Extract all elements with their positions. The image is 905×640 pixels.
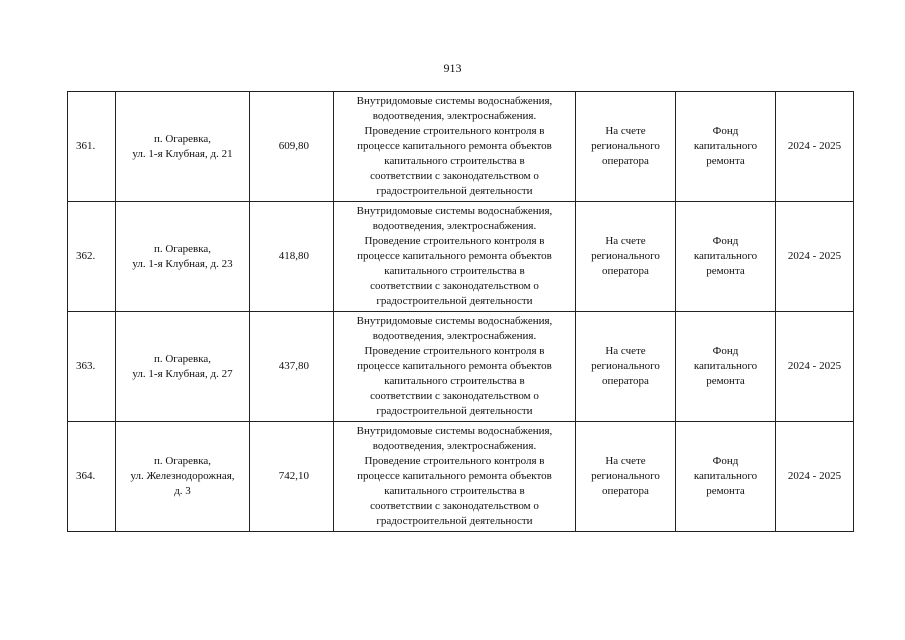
funding-source-line: ремонта xyxy=(706,485,745,497)
area-cell xyxy=(250,92,334,202)
funding-source-line: ремонта xyxy=(706,375,745,387)
work-type-line: градостроительной деятельности xyxy=(376,295,533,307)
work-type-line: водоотведения, электроснабжения. xyxy=(372,220,537,232)
address-line: ул. 1-я Клубная, д. 23 xyxy=(132,257,233,270)
area-value: 609,80 xyxy=(278,140,309,152)
work-type-line: Внутридомовые системы водоснабжения, xyxy=(356,205,553,217)
work-type-line: Внутридомовые системы водоснабжения, xyxy=(356,425,553,437)
period-value: 2024 - 2025 xyxy=(787,360,842,372)
period-cell xyxy=(776,312,854,422)
table-body xyxy=(68,92,854,532)
address-line: ул. 1-я Клубная, д. 27 xyxy=(132,367,233,380)
work-type-line: Проведение строительного контроля в xyxy=(364,125,545,137)
work-type-line: градостроительной деятельности xyxy=(376,185,533,197)
row-number-cell xyxy=(68,202,116,312)
work-type-cell xyxy=(334,92,576,202)
area-value: 742,10 xyxy=(278,470,309,482)
funds-account-line: На счете xyxy=(605,125,646,137)
work-type-line: градостроительной деятельности xyxy=(376,515,533,527)
work-type-line: соответствии с законодательством о xyxy=(370,390,539,402)
area-value: 437,80 xyxy=(278,360,309,372)
work-type-line: Проведение строительного контроля в xyxy=(364,345,545,357)
funds-account-line: регионального xyxy=(591,140,660,152)
address-cell xyxy=(116,312,250,422)
address-line: п. Огаревка, xyxy=(153,132,212,145)
funding-source-line: ремонта xyxy=(706,155,745,167)
repair-program-table xyxy=(67,91,854,532)
row-number-cell xyxy=(68,92,116,202)
funds-account-cell xyxy=(576,92,676,202)
work-type-line: капитального строительства в xyxy=(384,375,525,387)
address-cell xyxy=(116,202,250,312)
work-type-line: процессе капитального ремонта объектов xyxy=(357,250,552,262)
funds-account-cell xyxy=(576,312,676,422)
funding-source-cell xyxy=(676,202,776,312)
row-number-cell xyxy=(68,422,116,532)
funding-source-cell xyxy=(676,92,776,202)
period-value: 2024 - 2025 xyxy=(787,140,842,152)
address-line: ул. 1-я Клубная, д. 21 xyxy=(132,147,233,160)
funding-source-cell xyxy=(676,312,776,422)
work-type-line: капитального строительства в xyxy=(384,265,525,277)
work-type-line: Внутридомовые системы водоснабжения, xyxy=(356,95,553,107)
work-type-line: водоотведения, электроснабжения. xyxy=(372,440,537,452)
work-type-line: водоотведения, электроснабжения. xyxy=(372,110,537,122)
table-row xyxy=(68,92,854,202)
row-number-cell xyxy=(68,312,116,422)
address-cell xyxy=(116,422,250,532)
funds-account-line: На счете xyxy=(605,455,646,467)
table-row xyxy=(68,312,854,422)
funds-account-line: оператора xyxy=(602,265,649,277)
table-row xyxy=(68,422,854,532)
work-type-line: процессе капитального ремонта объектов xyxy=(357,360,552,372)
funds-account-cell xyxy=(576,202,676,312)
work-type-line: процессе капитального ремонта объектов xyxy=(357,140,552,152)
period-cell xyxy=(776,92,854,202)
work-type-line: водоотведения, электроснабжения. xyxy=(372,330,537,342)
period-value: 2024 - 2025 xyxy=(787,250,842,262)
area-cell xyxy=(250,202,334,312)
funding-source-line: Фонд xyxy=(712,345,739,357)
period-cell xyxy=(776,202,854,312)
work-type-line: Проведение строительного контроля в xyxy=(364,235,545,247)
funding-source-line: капитального xyxy=(693,250,758,262)
funding-source-line: Фонд xyxy=(712,455,739,467)
work-type-line: капитального строительства в xyxy=(384,155,525,167)
work-type-line: Проведение строительного контроля в xyxy=(364,455,545,467)
work-type-cell xyxy=(334,312,576,422)
address-line: ул. Железнодорожная, xyxy=(130,470,235,482)
funding-source-cell xyxy=(676,422,776,532)
address-cell xyxy=(116,92,250,202)
period-cell xyxy=(776,422,854,532)
work-type-line: процессе капитального ремонта объектов xyxy=(357,470,552,482)
work-type-line: Внутридомовые системы водоснабжения, xyxy=(356,315,553,327)
work-type-line: капитального строительства в xyxy=(384,485,525,497)
funds-account-line: регионального xyxy=(591,470,660,482)
funds-account-cell xyxy=(576,422,676,532)
funding-source-line: капитального xyxy=(693,470,758,482)
funding-source-line: Фонд xyxy=(712,125,739,137)
area-cell xyxy=(250,422,334,532)
funds-account-line: регионального xyxy=(591,360,660,372)
funding-source-line: капитального xyxy=(693,360,758,372)
work-type-line: соответствии с законодательством о xyxy=(370,170,539,182)
page-number: 913 xyxy=(443,61,462,75)
area-value: 418,80 xyxy=(278,250,309,262)
address-line: п. Огаревка, xyxy=(153,352,212,365)
work-type-cell xyxy=(334,202,576,312)
funding-source-line: Фонд xyxy=(712,235,739,247)
funding-source-line: ремонта xyxy=(706,265,745,277)
row-number: 362. xyxy=(76,250,96,262)
funds-account-line: оператора xyxy=(602,485,649,497)
address-line: д. 3 xyxy=(174,485,191,497)
funds-account-line: оператора xyxy=(602,155,649,167)
funds-account-line: На счете xyxy=(605,235,646,247)
funds-account-line: регионального xyxy=(591,250,660,262)
work-type-line: соответствии с законодательством о xyxy=(370,500,539,512)
work-type-line: градостроительной деятельности xyxy=(376,405,533,417)
funding-source-line: капитального xyxy=(693,140,758,152)
funds-account-line: На счете xyxy=(605,345,646,357)
row-number: 361. xyxy=(76,140,96,152)
work-type-cell xyxy=(334,422,576,532)
funds-account-line: оператора xyxy=(602,375,649,387)
address-line: п. Огаревка, xyxy=(153,455,212,467)
work-type-line: соответствии с законодательством о xyxy=(370,280,539,292)
row-number: 363. xyxy=(76,360,96,372)
area-cell xyxy=(250,312,334,422)
period-value: 2024 - 2025 xyxy=(787,470,842,482)
table-row xyxy=(68,202,854,312)
row-number: 364. xyxy=(76,470,96,482)
address-line: п. Огаревка, xyxy=(153,242,212,255)
